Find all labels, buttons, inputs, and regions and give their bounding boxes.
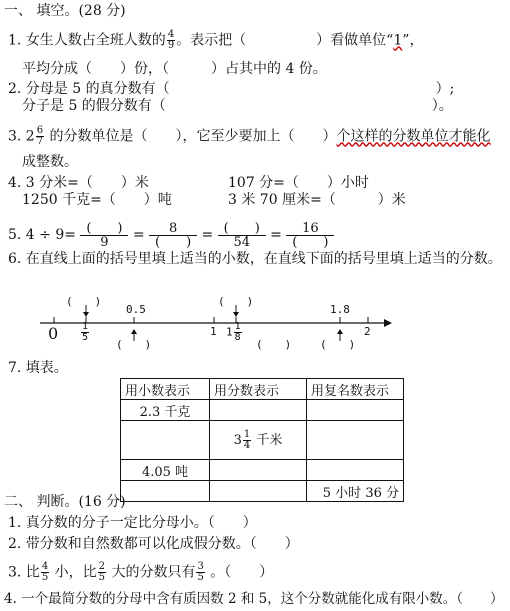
question-5: 5. 4 ÷ 9= ( ) 9 = 8 ( ) = ( ) 54 = 16 ( )	[8, 220, 334, 250]
table-cell: 3 $\frac{1}{4}$ 千米	[210, 421, 307, 460]
label-below-3: ( )	[320, 338, 356, 351]
question-4-a1: 4. 3 分米=（ ）米	[8, 175, 149, 191]
label-below-2: ( )	[256, 338, 292, 351]
judge-4: 4. 一个最简分数的分母中含有质因数 2 和 5，这个分数就能化成有限小数。（ ）	[4, 591, 504, 607]
judge-2: 2. 带分数和自然数都可以化成假分数。（ ）	[8, 536, 299, 552]
question-6-text: 6. 在直线上面的括号里填上适当的小数，在直线下面的括号里填上适当的分数。	[8, 251, 502, 267]
fraction: 8 ( )	[149, 222, 197, 249]
table-cell-empty[interactable]	[210, 400, 307, 421]
label-fraction-a: $\frac{1}{5}$	[82, 321, 89, 343]
judge-1: 1. 真分数的分子一定比分母小。（ ）	[8, 515, 257, 531]
question-1-line-1: 1. 女生人数占全班人数的 $\frac{4}{9}$ 。表示把（ ）看做单位“1”，	[8, 29, 424, 51]
question-1-line-2: 平均分成（ ）份，（ ）占其中的 4 份。	[22, 61, 327, 77]
table-header: 用小数表示	[121, 379, 210, 400]
label-above-1: ( )	[66, 295, 102, 308]
table-cell-empty[interactable]	[210, 460, 307, 481]
question-7-title: 7. 填表。	[8, 360, 68, 376]
fraction: $\frac{6}{7}$	[36, 125, 44, 147]
table-header: 用复名数表示	[307, 379, 404, 400]
label-two: 2	[364, 325, 371, 338]
label-above-2: 0.5	[126, 303, 146, 316]
table-cell: 5 小时 36 分	[307, 481, 404, 502]
table-header-row	[121, 379, 404, 400]
table-cell-empty[interactable]	[210, 481, 307, 502]
fraction: ( ) 54	[218, 222, 266, 249]
question-2-line-2: 分子是 5 的假分数有（ ）。	[22, 98, 453, 114]
table-cell: 4.05 吨	[121, 460, 210, 481]
label-above-3: ( )	[218, 295, 254, 308]
question-3-line-1: 3. 2 $\frac{6}{7}$ 的分数单位是（ ），它至少要加上（ ）个这样的分数单位才能化	[8, 125, 491, 147]
question-4-a2: 107 分=（ ）小时	[228, 175, 369, 191]
label-fraction-b: 1 $\frac{1}{8}$	[226, 321, 241, 343]
conversion-table	[120, 378, 404, 502]
section-1-title: 一、 填空。(28 分)	[4, 3, 126, 19]
table-cell-empty[interactable]	[307, 400, 404, 421]
question-4-b2: 3 米 70 厘米=（ ）米	[228, 192, 406, 208]
question-2-line-1: 2. 分母是 5 的真分数有（ ）;	[8, 81, 455, 97]
table-row	[121, 460, 404, 481]
label-zero: 0	[48, 324, 59, 343]
table-cell-empty[interactable]	[121, 421, 210, 460]
table-cell: 2.3 千克	[121, 400, 210, 421]
fraction: 16 ( )	[286, 222, 334, 249]
table-row	[121, 481, 404, 502]
table-row	[121, 400, 404, 421]
fraction: ( ) 9	[80, 222, 128, 249]
table-cell-empty[interactable]	[307, 460, 404, 481]
label-below-1: ( )	[116, 338, 152, 351]
table-cell-empty[interactable]	[307, 421, 404, 460]
table-row	[121, 421, 404, 460]
table-header: 用分数表示	[210, 379, 307, 400]
label-above-4: 1.8	[330, 303, 350, 316]
judge-3: 3. 比 $\frac{4}{5}$ 小，比 $\frac{2}{5}$ 大的分数只有 $\frac{3}{5}$ 。（ ）	[8, 561, 274, 583]
table-cell-empty[interactable]	[121, 481, 210, 502]
question-4-b1: 1250 千克=（ ）吨	[22, 192, 172, 208]
question-3-line-2: 成整数。	[22, 154, 78, 170]
fraction: $\frac{4}{9}$	[167, 29, 175, 51]
section-2-title: 二、 判断。(16 分)	[4, 494, 126, 510]
label-one: 1	[210, 325, 217, 338]
